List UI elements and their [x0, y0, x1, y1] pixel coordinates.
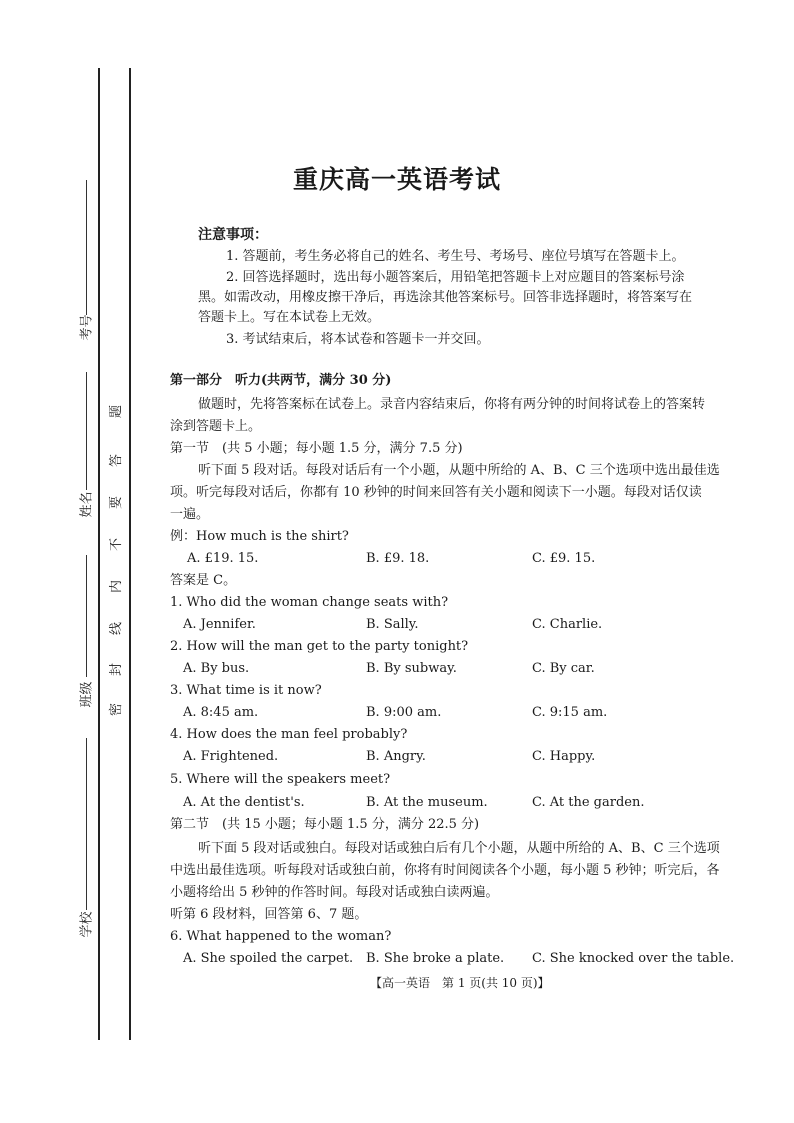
exam-number-label: 考号 [79, 314, 95, 341]
notice-line: 1. 答题前，考生务必将自己的姓名、考生号、考场号、座位号填写在答题卡上。 [226, 249, 685, 264]
exam-number-underline [86, 180, 87, 315]
section1-heading: 第一节 (共 5 小题；每小题 1.5 分，满分 7.5 分) [170, 441, 463, 456]
question: 4. How does the man feel probably? [170, 727, 408, 742]
question: 6. What happened to the woman? [170, 929, 392, 944]
question: 3. What time is it now? [170, 683, 322, 698]
option-a: A. At the dentist's. [183, 795, 305, 810]
section1-intro: 听下面 5 段对话。每段对话后有一个小题，从题中所给的 A、B、C 三个选项中选出最佳选 [198, 463, 720, 478]
example-question: 例：How much is the shirt? [170, 529, 349, 544]
notice-line: 黑。如需改动，用橡皮擦干净后，再选涂其他答案标号。回答非选择题时，将答案写在 [198, 290, 693, 305]
question: 5. Where will the speakers meet? [170, 772, 391, 787]
option-a: A. Frightened. [183, 749, 279, 764]
part1-heading: 第一部分 听力(共两节，满分 30 分) [170, 373, 392, 388]
school-label: 学校 [79, 911, 95, 938]
example-answer: 答案是 C。 [170, 573, 237, 588]
section1-intro: 项。听完每段对话后，你都有 10 秒钟的时间来回答有关小题和阅读下一小题。每段对话仅读 [170, 485, 702, 500]
page-title: 重庆高一英语考试 [292, 165, 501, 194]
option-b: B. 9:00 am. [366, 705, 442, 720]
section2-intro: 小题将给出 5 秒钟的作答时间。每段对话或独白读两遍。 [170, 885, 499, 900]
name-label: 姓名 [79, 491, 95, 518]
notice-line: 答题卡上。写在本试卷上无效。 [198, 310, 381, 325]
option-c: C. Happy. [532, 749, 596, 764]
section2-intro: 中选出最佳选项。听每段对话或独白前，你将有时间阅读各个小题，每小题 5 秒钟；听完后，各 [170, 863, 720, 878]
section2-heading: 第二节 (共 15 小题；每小题 1.5 分，满分 22.5 分) [170, 817, 480, 832]
option-a: A. She spoiled the carpet. [183, 951, 354, 966]
question: 2. How will the man get to the party tonight? [170, 639, 469, 654]
part1-intro: 做题时，先将答案标在试卷上。录音内容结束后，你将有两分钟的时间将试卷上的答案转 [198, 397, 706, 412]
notice-line: 3. 考试结束后，将本试卷和答题卡一并交回。 [226, 332, 490, 347]
name-underline [86, 372, 87, 490]
option-b: B. At the museum. [366, 795, 488, 810]
seal-char: 要 [109, 495, 125, 510]
seal-char: 封 [109, 662, 125, 677]
seal-char: 不 [109, 537, 125, 552]
seal-char: 内 [109, 579, 125, 594]
seal-char: 线 [109, 621, 125, 636]
example-option-a: A. £19. 15. [187, 551, 259, 566]
option-a: A. Jennifer. [183, 617, 256, 632]
seal-char: 答 [109, 453, 125, 468]
option-b: B. Angry. [366, 749, 426, 764]
option-b: B. By subway. [366, 661, 457, 676]
question: 1. Who did the woman change seats with? [170, 595, 449, 610]
seal-char: 题 [109, 404, 125, 419]
class-label: 班级 [79, 681, 95, 708]
option-b: B. She broke a plate. [366, 951, 505, 966]
binding-line-right [129, 68, 131, 1040]
option-c: C. At the garden. [532, 795, 645, 810]
material-instruction: 听第 6 段材料，回答第 6、7 题。 [170, 907, 368, 922]
class-underline [86, 555, 87, 677]
option-c: C. Charlie. [532, 617, 603, 632]
section1-intro: 一遍。 [170, 507, 210, 522]
binding-line-left [98, 68, 100, 1040]
part1-intro: 涂到答题卡上。 [170, 419, 262, 434]
page-footer: 【高一英语 第 1 页(共 10 页)】 [370, 976, 550, 990]
option-c: C. By car. [532, 661, 595, 676]
section2-intro: 听下面 5 段对话或独白。每段对话或独白后有几个小题，从题中所给的 A、B、C 三个选项 [198, 841, 720, 856]
school-underline [86, 738, 87, 910]
option-b: B. Sally. [366, 617, 419, 632]
option-a: A. 8:45 am. [183, 705, 259, 720]
option-c: C. 9:15 am. [532, 705, 608, 720]
notice-line: 2. 回答选择题时，选出每小题答案后，用铅笔把答题卡上对应题目的答案标号涂 [226, 270, 685, 285]
option-a: A. By bus. [183, 661, 250, 676]
example-option-b: B. £9. 18. [366, 551, 430, 566]
example-option-c: C. £9. 15. [532, 551, 596, 566]
seal-char: 密 [109, 702, 125, 717]
notice-heading: 注意事项： [198, 227, 268, 243]
option-c: C. She knocked over the table. [532, 951, 735, 966]
